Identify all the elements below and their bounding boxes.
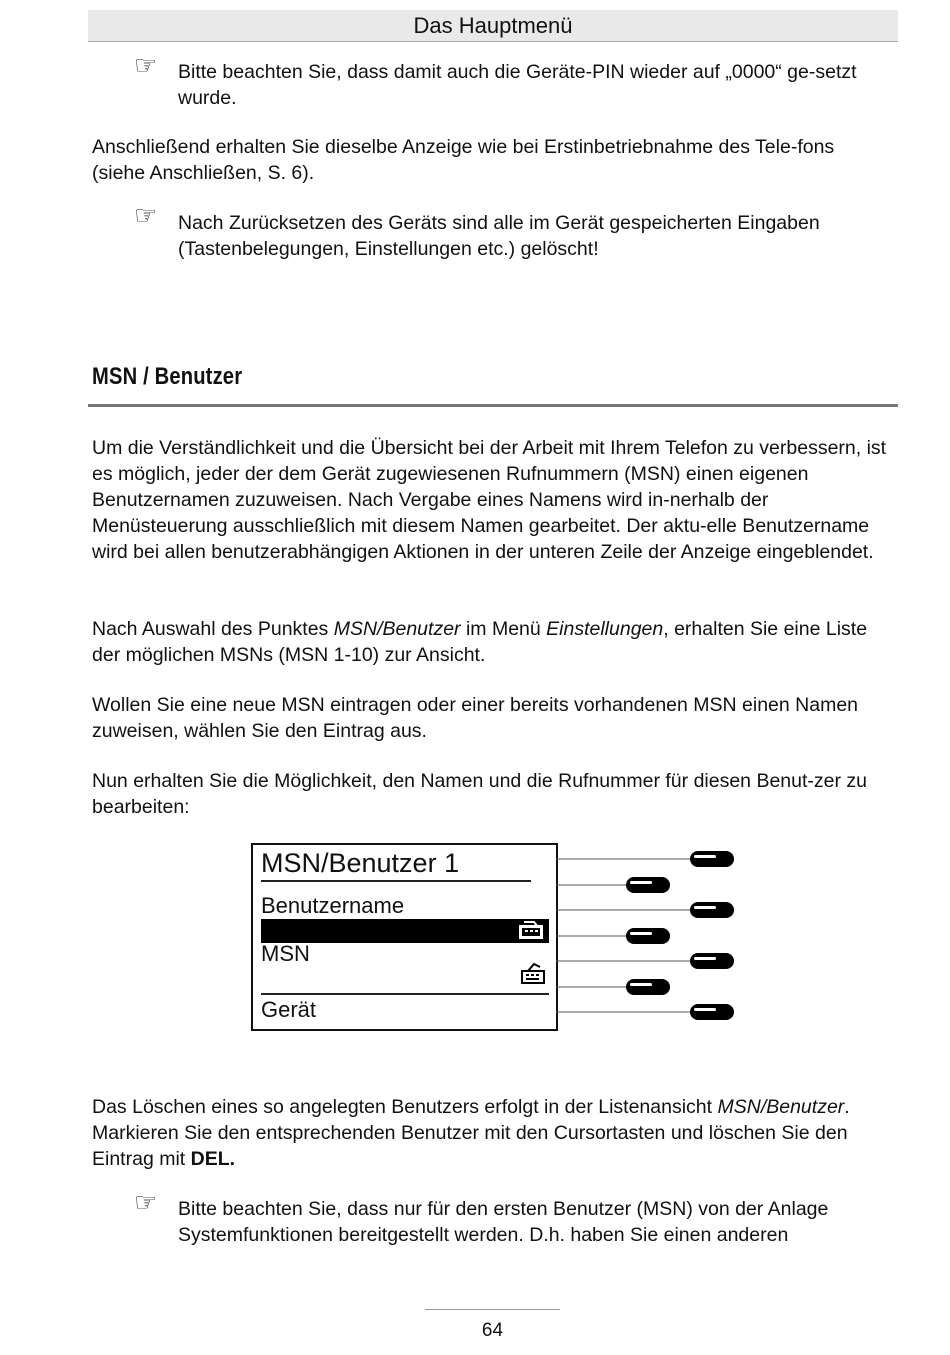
softkey-button: [626, 979, 670, 995]
paragraph-delete: [92, 1094, 892, 1172]
section-divider: [88, 404, 898, 407]
display-item-msn: MSN: [261, 941, 310, 966]
note-reset: Nach Zurücksetzen des Geräts sind alle im Gerät gespeicherten Eingaben (Tastenbelegungen, Einstellungen etc.) gelöscht!: [178, 212, 820, 260]
text: , erhalten Sie eine Liste der möglichen MSNs (MSN 1-10) zur Ansicht.: [92, 618, 868, 666]
display-title: MSN/Benutzer 1: [261, 848, 460, 878]
text: Nach Auswahl des Punktes: [92, 618, 334, 640]
pointing-hand-icon: ☞: [134, 1187, 158, 1217]
note-system-functions: Bitte beachten Sie, dass nur für den ersten Benutzer (MSN) von der Anlage Systemfunktionen bereitgestellt werden. D.h. haben Sie einen anderen: [178, 1198, 829, 1246]
page-number: 64: [481, 1320, 504, 1341]
display-bottom-rule: [261, 993, 549, 995]
softkey-button: [690, 953, 734, 969]
menu-ref-msn: MSN/Benutzer: [333, 618, 461, 640]
section-heading: MSN / Benutzer: [92, 363, 243, 390]
softkey-button: [626, 877, 670, 893]
paragraph-reset: Anschließend erhalten Sie dieselbe Anzeige wie bei Erstinbetriebnahme des Tele-fons (siehe Anschließen, S. 6).: [92, 136, 835, 184]
display-title-rule: [261, 880, 531, 882]
edit-icon: [520, 962, 548, 986]
softkey-connectors: [556, 846, 746, 1026]
display-selection-bar: [261, 919, 549, 943]
softkey-button: [690, 1004, 734, 1020]
pointing-hand-icon: ☞: [134, 200, 158, 230]
softkey-button: [690, 851, 734, 867]
paragraph-edit: Nun erhalten Sie die Möglichkeit, den Namen und die Rufnummer für diesen Benut-zer zu bearbeiten:: [92, 770, 868, 818]
display-item-device: Gerät: [261, 997, 317, 1022]
key-del: DEL.: [190, 1148, 236, 1170]
edit-icon: [518, 921, 544, 941]
header-title: Das Hauptmenü: [413, 13, 573, 38]
paragraph-selection: [92, 616, 892, 668]
paragraph-intro: Um die Verständlichkeit und die Übersicht bei der Arbeit mit Ihrem Telefon zu verbessern, ist es möglich, jeder der dem Gerät zugewiesenen Rufnummern (MSN) einen eigenen Benutzernamen zuzuweisen. Nach Vergabe eines Namens wird in-nerhalb der Menüsteuerung ausschließlich mit diesem Namen gearbeitet. Der aktu-elle Benutzername wird bei allen benutzerabhängigen Aktionen in der unteren Zeile der Anzeige eingeblendet.: [92, 437, 887, 563]
text: . Markieren Sie den entsprechenden Benutzer mit den Cursortasten und löschen Sie den Eintrag mit: [92, 1096, 850, 1170]
text: im Menü: [460, 618, 547, 640]
menu-ref-settings: Einstellungen: [546, 618, 664, 640]
footer-divider: [425, 1309, 560, 1310]
display-item-username: Benutzername: [261, 893, 405, 918]
phone-display: [251, 843, 558, 1031]
note-pin: Bitte beachten Sie, dass damit auch die Geräte-PIN wieder auf „0000“ ge-setzt wurde.: [178, 61, 857, 109]
softkey-button: [626, 928, 670, 944]
menu-ref-msn: MSN/Benutzer: [717, 1096, 845, 1118]
paragraph-new-msn: Wollen Sie eine neue MSN eintragen oder einer bereits vorhandenen MSN einen Namen zuweisen, wählen Sie den Eintrag aus.: [92, 694, 859, 742]
text: Das Löschen eines so angelegten Benutzers erfolgt in der Listenansicht: [92, 1096, 718, 1118]
softkey-button: [690, 902, 734, 918]
pointing-hand-icon: ☞: [134, 50, 158, 80]
page-header: [88, 10, 898, 42]
